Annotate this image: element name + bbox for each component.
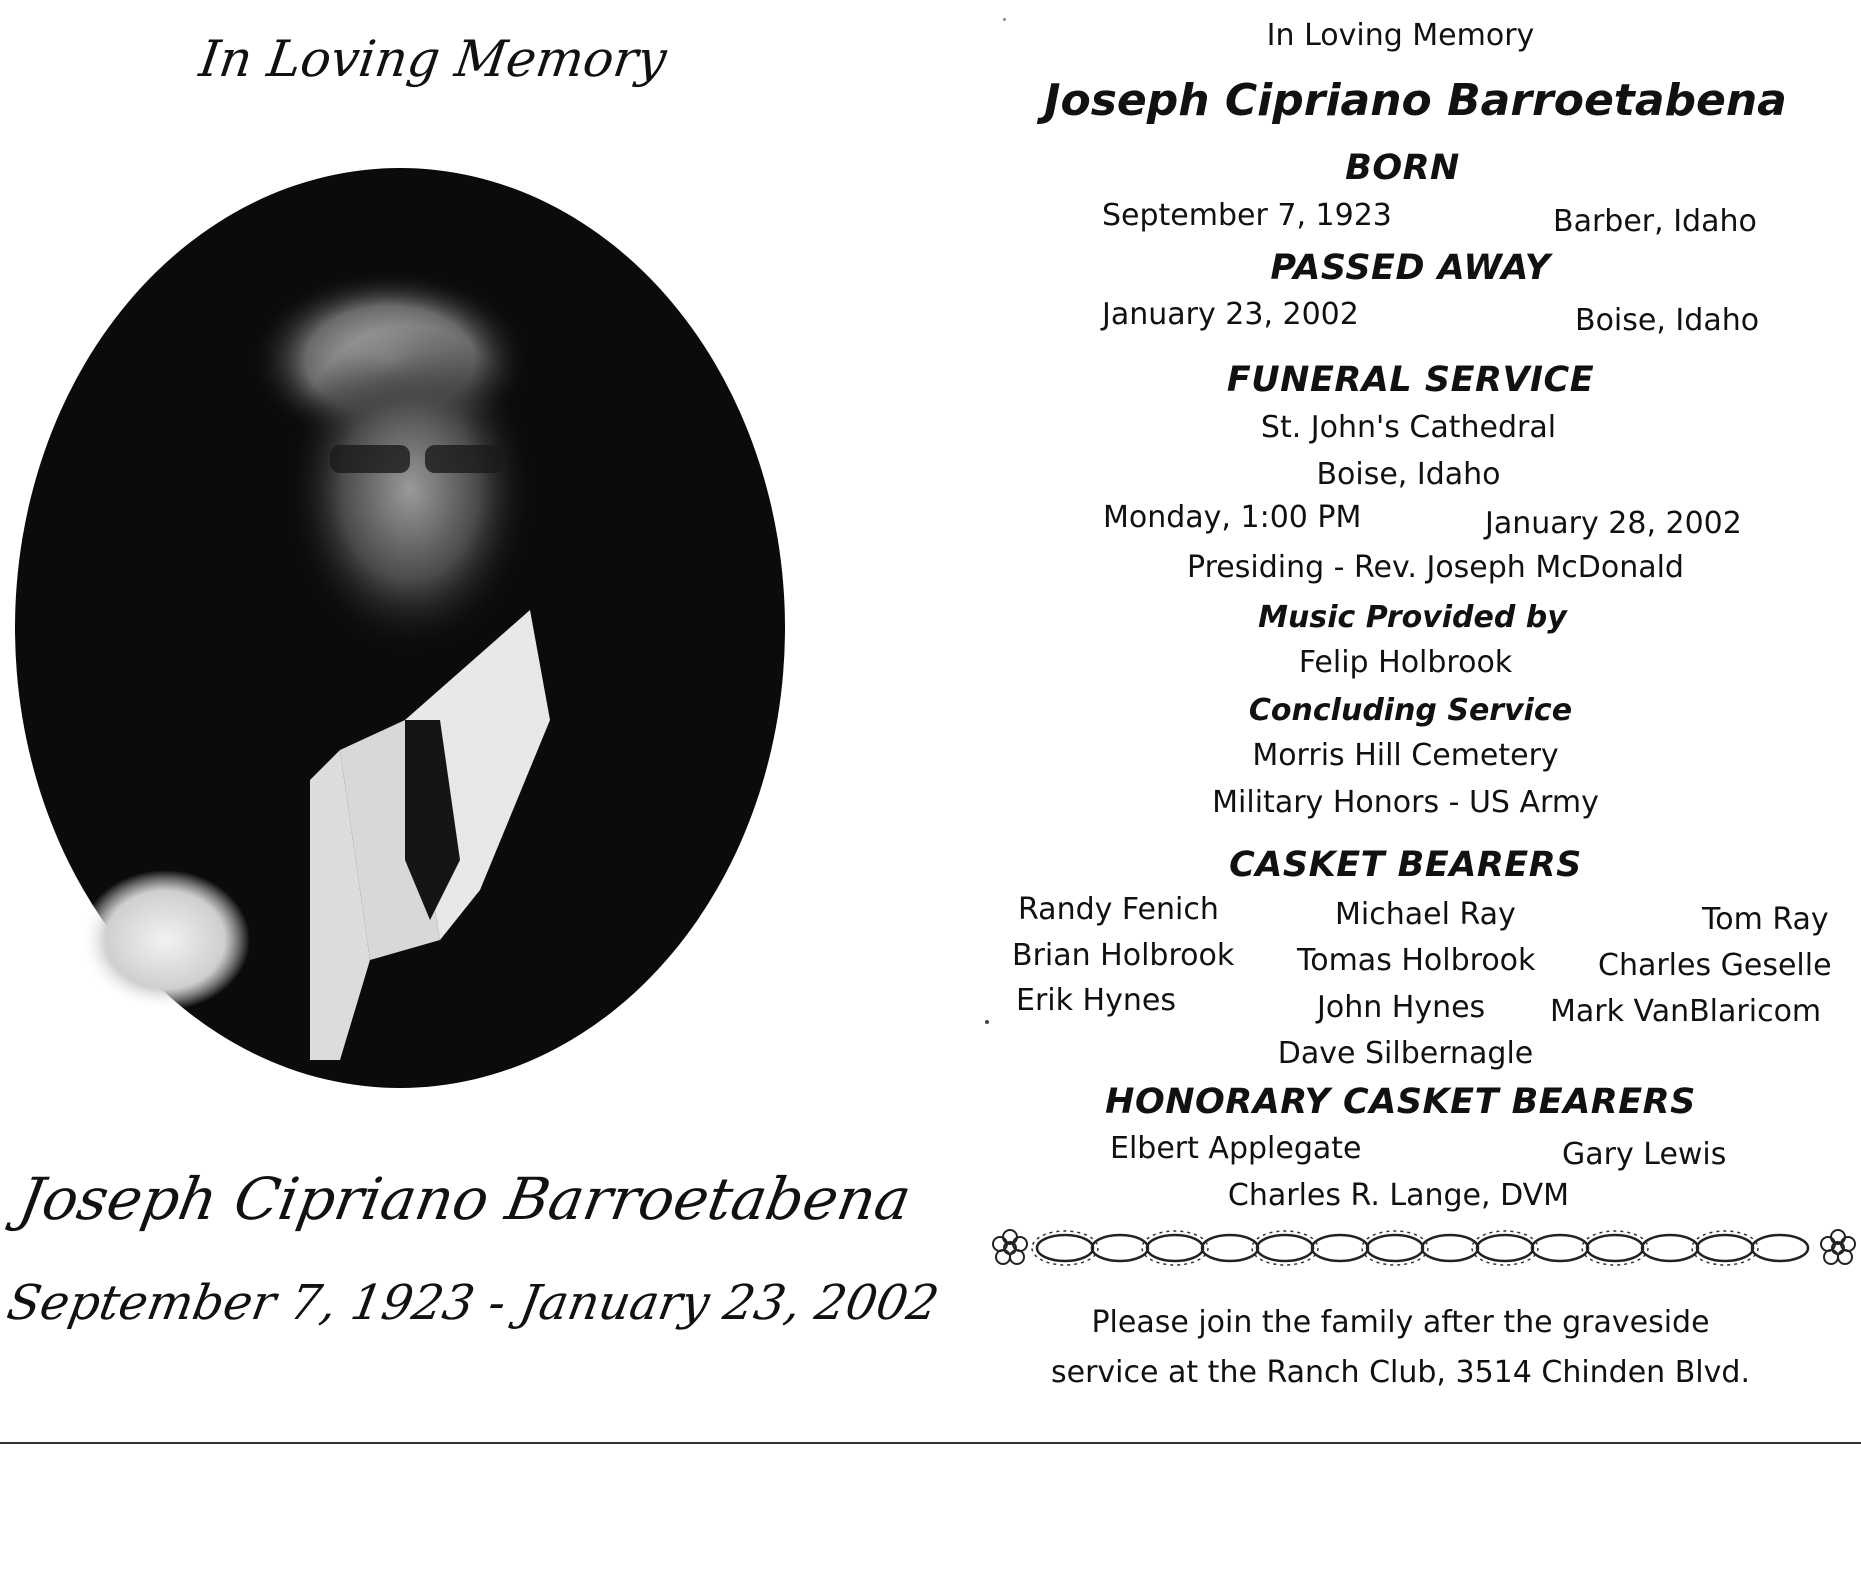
portrait-oval <box>10 160 798 1095</box>
bearer-name: Tom Ray <box>1702 902 1829 937</box>
left-panel <box>0 0 943 1440</box>
portrait-photo <box>10 160 798 1095</box>
passed-date: January 23, 2002 <box>1102 297 1359 332</box>
funeral-city: Boise, Idaho <box>1316 457 1501 492</box>
music-heading: Music Provided by <box>1258 600 1567 635</box>
bearer-name: Dave Silbernagle <box>1277 1036 1534 1071</box>
bearer-name: Randy Fenich <box>1018 892 1219 927</box>
bearer-name: Tomas Holbrook <box>1297 943 1536 978</box>
military-honors: Military Honors - US Army <box>1212 785 1599 820</box>
presiding: Presiding - Rev. Joseph McDonald <box>1187 550 1684 585</box>
born-date: September 7, 1923 <box>1102 198 1392 233</box>
right-name: Joseph Cipriano Barroetabena <box>1044 75 1787 126</box>
left-dates: September 7, 1923 - January 23, 2002 <box>3 1275 943 1331</box>
left-header: In Loving Memory <box>195 30 671 88</box>
honorary-bearer-name: Gary Lewis <box>1562 1137 1727 1172</box>
concluding-heading: Concluding Service <box>1248 693 1573 728</box>
honorary-bearers-heading: HONORARY CASKET BEARERS <box>1105 1082 1696 1122</box>
hand <box>80 870 250 1010</box>
right-panel <box>960 0 1861 1440</box>
bearer-name: John Hynes <box>1317 990 1486 1025</box>
closing-line-2: service at the Ranch Club, 3514 Chinden Blvd. <box>1051 1355 1750 1390</box>
casket-bearers-heading: CASKET BEARERS <box>1229 845 1582 885</box>
bearer-name: Brian Holbrook <box>1012 938 1235 973</box>
funeral-date: January 28, 2002 <box>1485 506 1742 541</box>
scan-speck <box>1003 18 1006 21</box>
bearer-name: Charles Geselle <box>1598 948 1832 983</box>
vine-divider <box>990 1223 1860 1273</box>
born-heading: BORN <box>1345 148 1460 188</box>
bearer-name: Mark VanBlaricom <box>1550 994 1822 1029</box>
cemetery: Morris Hill Cemetery <box>1252 738 1559 773</box>
bearer-name: Erik Hynes <box>1016 983 1176 1018</box>
left-name: Joseph Cipriano Barroetabena <box>14 1165 916 1233</box>
honorary-bearer-name: Elbert Applegate <box>1110 1131 1362 1166</box>
music-name: Felip Holbrook <box>1298 645 1513 680</box>
scan-speck <box>985 1020 989 1024</box>
funeral-heading: FUNERAL SERVICE <box>1226 360 1595 400</box>
passed-heading: PASSED AWAY <box>1270 248 1551 288</box>
born-place: Barber, Idaho <box>1553 204 1757 239</box>
funeral-venue: St. John's Cathedral <box>1260 410 1557 445</box>
funeral-time: Monday, 1:00 PM <box>1103 500 1362 535</box>
honorary-bearer-name: Charles R. Lange, DVM <box>1227 1178 1570 1213</box>
flower-left-icon <box>993 1230 1027 1264</box>
page-bottom-rule <box>0 1442 1861 1444</box>
right-header: In Loving Memory <box>1266 18 1535 53</box>
flower-right-icon <box>1821 1230 1855 1264</box>
bearer-name: Michael Ray <box>1335 897 1516 932</box>
closing-line-1: Please join the family after the graveside <box>1091 1305 1710 1340</box>
passed-place: Boise, Idaho <box>1575 303 1760 338</box>
